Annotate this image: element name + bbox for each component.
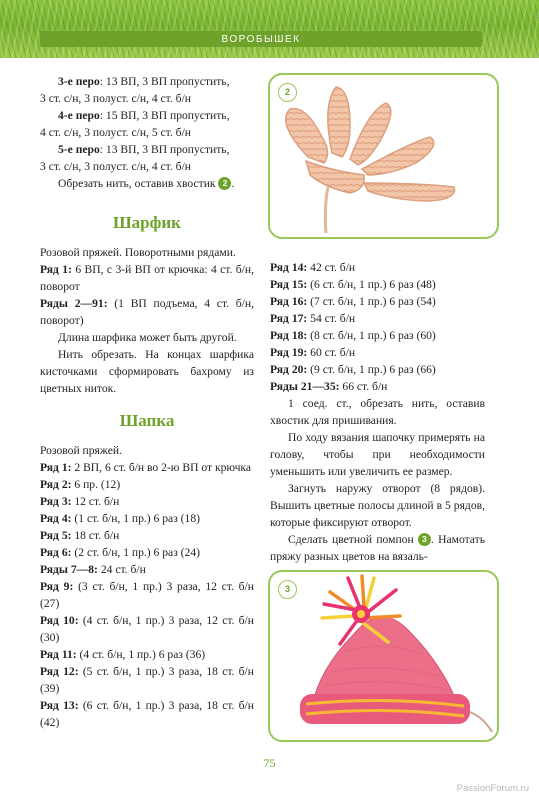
hat-row: Ряд 10: (4 ст. б/н, 1 пр.) 3 раза, 12 ст. б/н (30) [40,614,254,644]
feather-4-line2: 4 ст. с/н, 3 полуст. с/н, 5 ст. б/н [40,126,191,139]
hat-row: Ряд 1: 2 ВП, 6 ст. б/н во 2-ю ВП от крючка [40,461,252,474]
hat-row: Ряд 18: (8 ст. б/н, 1 пр.) 6 раз (60) [270,329,436,342]
scarf-rows-2-91: Ряды 2—91: (1 ВП подъема, 4 ст. б/н, поворот) [40,297,255,327]
feathers-text [40,73,254,192]
hat-row: Ряд 9: (3 ст. б/н, 1 пр.) 3 раза, 12 ст. б/н (27) [40,580,254,610]
scarf-text [40,244,254,397]
feather-5-line1: 5-е перо: 13 ВП, 3 ВП пропустить, [58,143,230,156]
hat-continued-text [270,259,485,565]
figure-ref-badge: 3 [418,533,431,546]
hat-intro: Розовой пряжей. [40,444,122,457]
hat-text [40,442,254,731]
hat-row: Ряды 7—8: 24 ст. б/н [40,563,146,576]
photo-number-badge: 3 [278,580,297,599]
hat-row: Ряд 17: 54 ст. б/н [270,312,356,325]
hat-row: Ряд 2: 6 пр. (12) [40,478,121,491]
scarf-intro: Розовой пряжей. Поворотными рядами. [40,246,236,259]
photo-feathers [268,73,499,239]
page-header [0,0,539,58]
hat-row: Ряд 5: 18 ст. б/н [40,529,120,542]
feather-3-line2: 3 ст. с/н, 3 полуст. с/н, 4 ст. б/н [40,92,191,105]
hat-row: Ряд 16: (7 ст. б/н, 1 пр.) 6 раз (54) [270,295,436,308]
feathers-illustration [270,75,497,237]
hat-row: Ряд 11: (4 ст. б/н, 1 пр.) 6 раз (36) [40,648,206,661]
feather-4-line1: 4-е перо: 15 ВП, 3 ВП пропустить, [58,109,230,122]
cut-thread-note: Обрезать нить, оставив хвостик 2 . [58,177,235,190]
hat-row: Ряды 21—35: 66 ст. б/н [270,380,388,393]
hat-row: Ряд 15: (6 ст. б/н, 1 пр.) 6 раз (48) [270,278,436,291]
scarf-note-fringe: Нить обрезать. На концах шарфика кисточками сформировать бахрому из цветных ниток. [40,348,254,395]
hat-row: Ряд 14: 42 ст. б/н [270,261,356,274]
header-band [40,31,482,47]
finish-note: 1 соед. ст., обрезать нить, оставив хвостик для пришивания. [270,397,485,427]
hat-row: Ряд 20: (9 ст. б/н, 1 пр.) 6 раз (66) [270,363,436,376]
hat-heading: Шапка [119,411,175,430]
pompom-note: Сделать цветной помпон 3 . Намотать пряжу разных цветов на вязаль- [270,533,485,563]
scarf-row-1: Ряд 1: 6 ВП, с 3-й ВП от крючка: 4 ст. б/н, поворот [40,263,254,293]
hat-row: Ряд 3: 12 ст. б/н [40,495,120,508]
photo-number-badge: 2 [278,83,297,102]
hat-row: Ряд 12: (5 ст. б/н, 1 пр.) 3 раза, 18 ст. б/н (39) [40,665,254,695]
hat-row: Ряд 13: (6 ст. б/н, 1 пр.) 3 раза, 18 ст. б/н (42) [40,699,254,729]
feather-5-line2: 3 ст. с/н, 3 полуст. с/н, 4 ст. б/н [40,160,191,173]
hat-row: Ряд 4: (1 ст. б/н, 1 пр.) 6 раз (18) [40,512,200,525]
fitting-note: По ходу вязания шапочку примерять на голову, чтобы при необходимости уменьшить или увеличить ее размер. [270,431,485,478]
hat-row: Ряд 6: (2 ст. б/н, 1 пр.) 6 раз (24) [40,546,200,559]
hat-illustration [270,572,497,740]
page-number: 75 [263,756,276,770]
running-title: ВОРОБЫШЕК [221,33,301,45]
figure-ref-badge: 2 [218,177,231,190]
photo-hat [268,570,499,742]
feather-3-line1: 3-е перо: 13 ВП, 3 ВП пропустить, [58,75,230,88]
watermark: PassionForum.ru [456,783,529,794]
cuff-note: Загнуть наружу отворот (8 рядов). Вышить цветные полосы длиной в 5 рядов, которые фиксируют отворот. [270,482,485,529]
hat-row: Ряд 19: 60 ст. б/н [270,346,356,359]
scarf-note-length: Длина шарфика может быть другой. [58,331,237,344]
scarf-heading: Шарфик [113,213,181,232]
